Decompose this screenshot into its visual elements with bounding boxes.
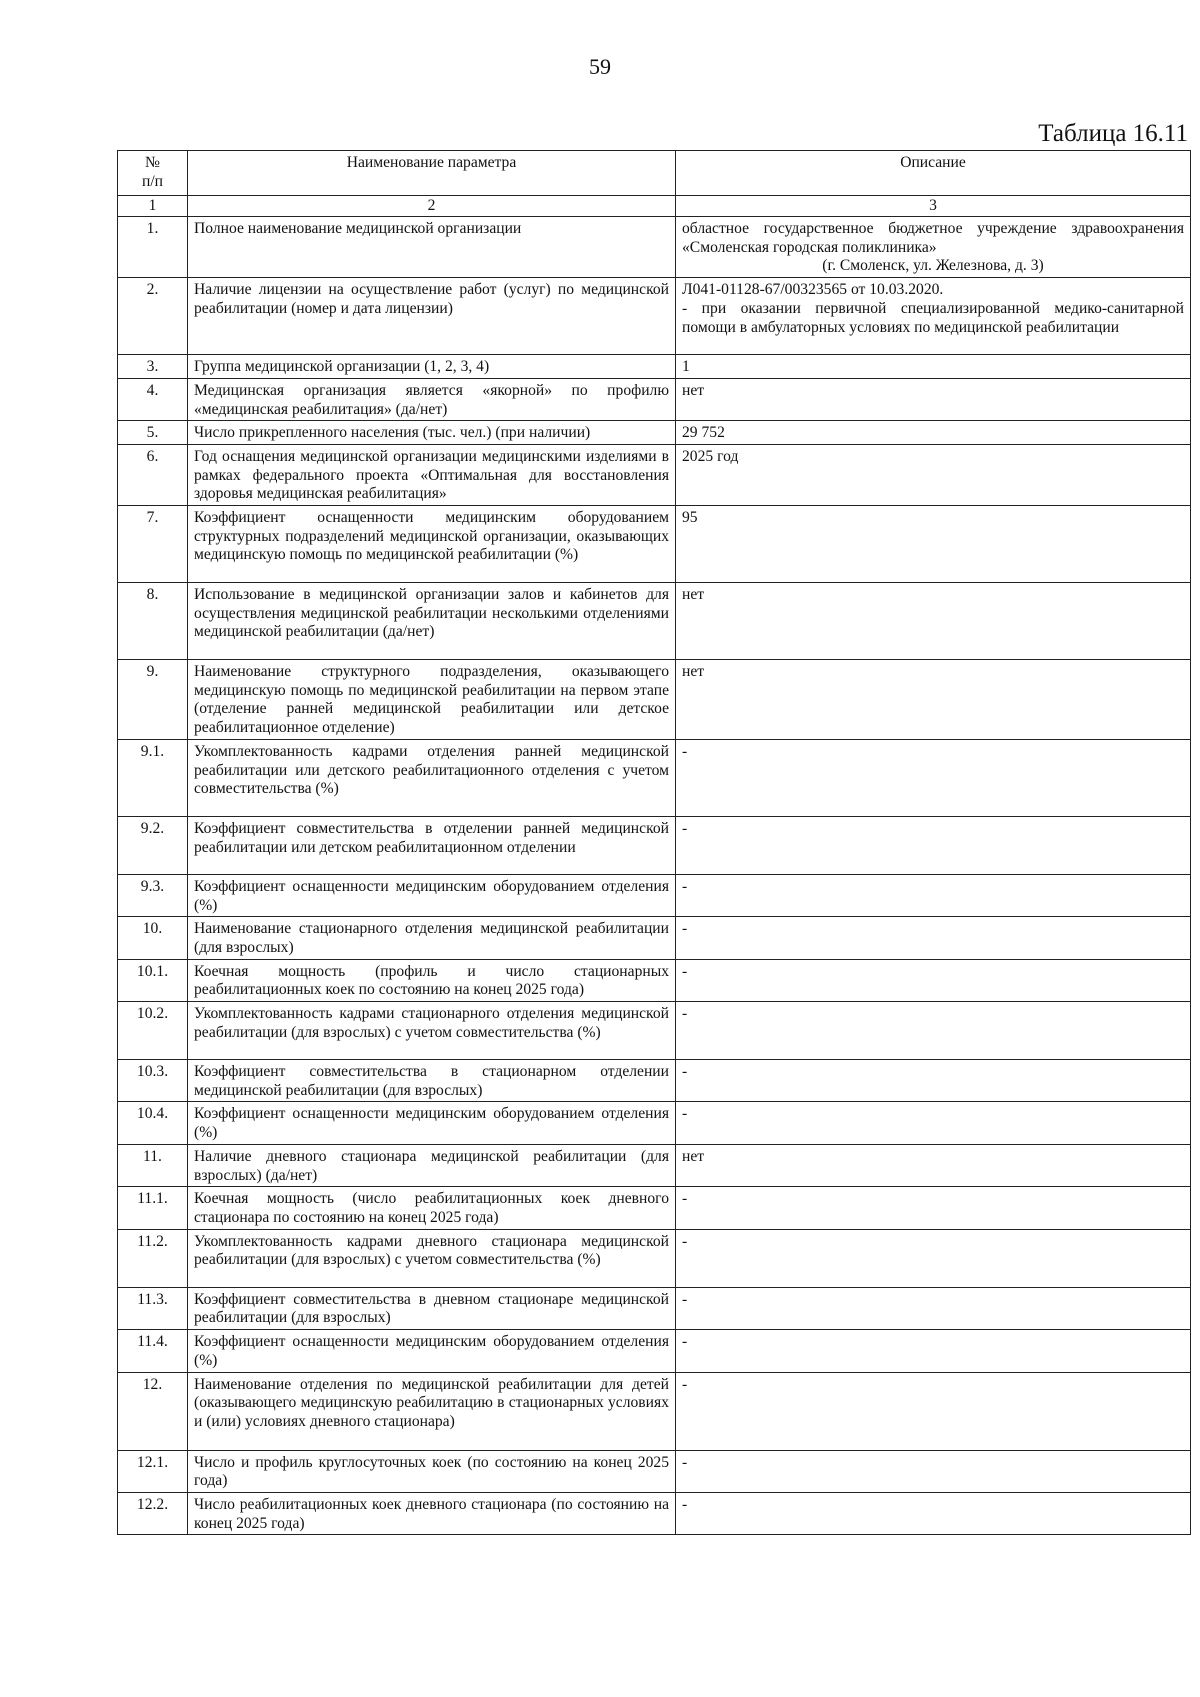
column-number: 2 xyxy=(188,196,676,217)
row-number: 12.1. xyxy=(118,1450,188,1492)
table-row xyxy=(118,1229,1191,1287)
table-row xyxy=(118,421,1191,445)
table-row xyxy=(118,278,1191,355)
row-number: 8. xyxy=(118,583,188,660)
parameter-description xyxy=(676,1144,1191,1186)
table-caption: Таблица 16.11 xyxy=(1038,120,1188,147)
parameter-name: Коэффициент оснащенности медицинским оборудованием структурных подразделений медицинской организации, оказывающих медицинскую помощь по медицинской реабилитации (%) xyxy=(188,506,676,583)
header-parameter-name: Наименование параметра xyxy=(188,151,676,196)
table-row xyxy=(118,1102,1191,1144)
parameter-description xyxy=(676,1229,1191,1287)
description-text: 29 752 xyxy=(682,424,725,442)
description-text: - xyxy=(682,1453,688,1471)
parameter-description xyxy=(676,583,1191,660)
table-row xyxy=(118,217,1191,278)
parameter-name: Коэффициент оснащенности медицинским оборудованием отделения (%) xyxy=(188,1102,676,1144)
parameter-description xyxy=(676,217,1191,278)
table-row xyxy=(118,874,1191,916)
description-text: Л041-01128-67/00323565 от 10.03.2020. xyxy=(682,281,944,299)
parameter-description xyxy=(676,660,1191,740)
row-number: 1. xyxy=(118,217,188,278)
row-number: 10.1. xyxy=(118,959,188,1001)
table-row xyxy=(118,816,1191,874)
parameter-description xyxy=(676,355,1191,379)
description-text: нет xyxy=(682,1147,705,1165)
parameter-name: Наличие лицензии на осуществление работ (услуг) по медицинской реабилитации (номер и дата лицензии) xyxy=(188,278,676,355)
parameters-table xyxy=(117,150,1191,1535)
description-text: - xyxy=(682,1063,688,1081)
description-text: нет xyxy=(682,586,705,604)
column-number-row xyxy=(118,196,1191,217)
parameter-name: Коечная мощность (число реабилитационных коек дневного стационара по состоянию на конец 2025 года) xyxy=(188,1187,676,1229)
parameter-description xyxy=(676,874,1191,916)
row-number: 7. xyxy=(118,506,188,583)
row-number: 9.2. xyxy=(118,816,188,874)
parameter-description xyxy=(676,1450,1191,1492)
parameter-name: Коэффициент оснащенности медицинским оборудованием отделения (%) xyxy=(188,1330,676,1372)
parameter-description xyxy=(676,917,1191,959)
parameter-description xyxy=(676,1102,1191,1144)
row-number: 6. xyxy=(118,444,188,505)
table-row xyxy=(118,444,1191,505)
table-row xyxy=(118,660,1191,740)
parameter-name: Наименование стационарного отделения медицинской реабилитации (для взрослых) xyxy=(188,917,676,959)
description-text: - xyxy=(682,1005,688,1023)
description-text: - xyxy=(682,920,688,938)
parameter-name: Год оснащения медицинской организации медицинскими изделиями в рамках федерального проекта «Оптимальная для восстановления здоровья медицинская реабилитация» xyxy=(188,444,676,505)
column-number: 1 xyxy=(118,196,188,217)
parameter-description xyxy=(676,739,1191,816)
header-number: № п/п xyxy=(118,151,188,196)
parameter-name: Использование в медицинской организации залов и кабинетов для осуществления медицинской реабилитации несколькими отделениями медицинской реабилитации (да/нет) xyxy=(188,583,676,660)
row-number: 11.4. xyxy=(118,1330,188,1372)
parameter-description xyxy=(676,1060,1191,1102)
parameter-name: Наименование отделения по медицинской реабилитации для детей (оказывающего медицинскую реабилитацию в стационарных условиях и (или) условиях дневного стационара) xyxy=(188,1372,676,1450)
table-row xyxy=(118,1287,1191,1329)
parameter-description xyxy=(676,421,1191,445)
row-number: 12. xyxy=(118,1372,188,1450)
table-row xyxy=(118,1330,1191,1372)
table-row xyxy=(118,1187,1191,1229)
parameter-name: Медицинская организация является «якорной» по профилю «медицинская реабилитация» (да/нет) xyxy=(188,378,676,420)
parameter-description xyxy=(676,1492,1191,1534)
header-description: Описание xyxy=(676,151,1191,196)
table-row xyxy=(118,378,1191,420)
table-row xyxy=(118,739,1191,816)
parameter-description xyxy=(676,1330,1191,1372)
column-number: 3 xyxy=(676,196,1191,217)
parameter-name: Коечная мощность (профиль и число стационарных реабилитационных коек по состоянию на конец 2025 года) xyxy=(188,959,676,1001)
table-row xyxy=(118,1492,1191,1534)
table-row xyxy=(118,1002,1191,1060)
description-address: (г. Смоленск, ул. Железнова, д. 3) xyxy=(822,257,1044,275)
description-text: - xyxy=(682,1190,688,1208)
parameter-name: Число прикрепленного населения (тыс. чел.) (при наличии) xyxy=(188,421,676,445)
row-number: 9. xyxy=(118,660,188,740)
description-text: - xyxy=(682,1333,688,1351)
row-number: 3. xyxy=(118,355,188,379)
parameter-name: Коэффициент совместительства в дневном стационаре медицинской реабилитации (для взрослых) xyxy=(188,1287,676,1329)
description-text: 2025 год xyxy=(682,447,739,465)
row-number: 10.4. xyxy=(118,1102,188,1144)
parameter-name: Число реабилитационных коек дневного стационара (по состоянию на конец 2025 года) xyxy=(188,1492,676,1534)
parameter-name: Укомплектованность кадрами дневного стационара медицинской реабилитации (для взрослых) с учетом совместительства (%) xyxy=(188,1229,676,1287)
table-row xyxy=(118,917,1191,959)
row-number: 12.2. xyxy=(118,1492,188,1534)
table-header-row xyxy=(118,151,1191,196)
description-text: - xyxy=(682,1105,688,1123)
description-text: нет xyxy=(682,381,705,399)
parameter-description xyxy=(676,378,1191,420)
row-number: 10. xyxy=(118,917,188,959)
table-row xyxy=(118,1450,1191,1492)
description-text: 1 xyxy=(682,358,690,376)
parameter-description xyxy=(676,1187,1191,1229)
row-number: 11. xyxy=(118,1144,188,1186)
table-row xyxy=(118,1144,1191,1186)
parameter-name: Наименование структурного подразделения, оказывающего медицинскую помощь по медицинской реабилитации на первом этапе (отделение ранней медицинской реабилитации или детское реабилитационное отделение) xyxy=(188,660,676,740)
table-row xyxy=(118,1372,1191,1450)
table-row xyxy=(118,1060,1191,1102)
parameter-name: Коэффициент совместительства в стационарном отделении медицинской реабилитации (для взрослых) xyxy=(188,1060,676,1102)
parameter-name: Число и профиль круглосуточных коек (по состоянию на конец 2025 года) xyxy=(188,1450,676,1492)
description-text: - xyxy=(682,1290,688,1308)
row-number: 10.2. xyxy=(118,1002,188,1060)
parameter-name: Коэффициент оснащенности медицинским оборудованием отделения (%) xyxy=(188,874,676,916)
parameter-name: Группа медицинской организации (1, 2, 3, 4) xyxy=(188,355,676,379)
table-row xyxy=(118,959,1191,1001)
row-number: 11.1. xyxy=(118,1187,188,1229)
parameter-description xyxy=(676,506,1191,583)
row-number: 4. xyxy=(118,378,188,420)
description-text: - xyxy=(682,962,688,980)
parameter-name: Укомплектованность кадрами отделения ранней медицинской реабилитации или детского реабилитационного отделения с учетом совместительства (%) xyxy=(188,739,676,816)
row-number: 5. xyxy=(118,421,188,445)
table-row xyxy=(118,506,1191,583)
row-number: 11.3. xyxy=(118,1287,188,1329)
description-text: - xyxy=(682,1375,688,1393)
page-number: 59 xyxy=(589,54,611,79)
description-text: 95 xyxy=(682,509,698,527)
parameter-name: Наличие дневного стационара медицинской реабилитации (для взрослых) (да/нет) xyxy=(188,1144,676,1186)
description-text: нет xyxy=(682,663,705,681)
description-text: областное государственное бюджетное учреждение здравоохранения «Смоленская городская поликлиника» xyxy=(682,220,1184,256)
row-number: 10.3. xyxy=(118,1060,188,1102)
table-row xyxy=(118,583,1191,660)
row-number: 2. xyxy=(118,278,188,355)
parameter-name: Полное наименование медицинской организации xyxy=(188,217,676,278)
row-number: 9.1. xyxy=(118,739,188,816)
row-number: 9.3. xyxy=(118,874,188,916)
description-text: - xyxy=(682,742,688,760)
parameter-name: Укомплектованность кадрами стационарного отделения медицинской реабилитации (для взрослых) с учетом совместительства (%) xyxy=(188,1002,676,1060)
description-text: - xyxy=(682,819,688,837)
parameter-name: Коэффициент совместительства в отделении ранней медицинской реабилитации или детском реабилитационном отделении xyxy=(188,816,676,874)
parameter-description xyxy=(676,444,1191,505)
parameter-description xyxy=(676,1372,1191,1450)
parameter-description xyxy=(676,816,1191,874)
parameter-description xyxy=(676,1287,1191,1329)
table-row xyxy=(118,355,1191,379)
parameter-description xyxy=(676,959,1191,1001)
row-number: 11.2. xyxy=(118,1229,188,1287)
table-body xyxy=(118,217,1191,1535)
description-text: - xyxy=(682,1232,688,1250)
description-text: - xyxy=(682,1495,688,1513)
parameter-description xyxy=(676,1002,1191,1060)
description-note: - при оказании первичной специализированной медико-санитарной помощи в амбулаторных условиях по медицинской реабилитации xyxy=(682,299,1184,336)
parameter-description xyxy=(676,278,1191,355)
description-text: - xyxy=(682,877,688,895)
